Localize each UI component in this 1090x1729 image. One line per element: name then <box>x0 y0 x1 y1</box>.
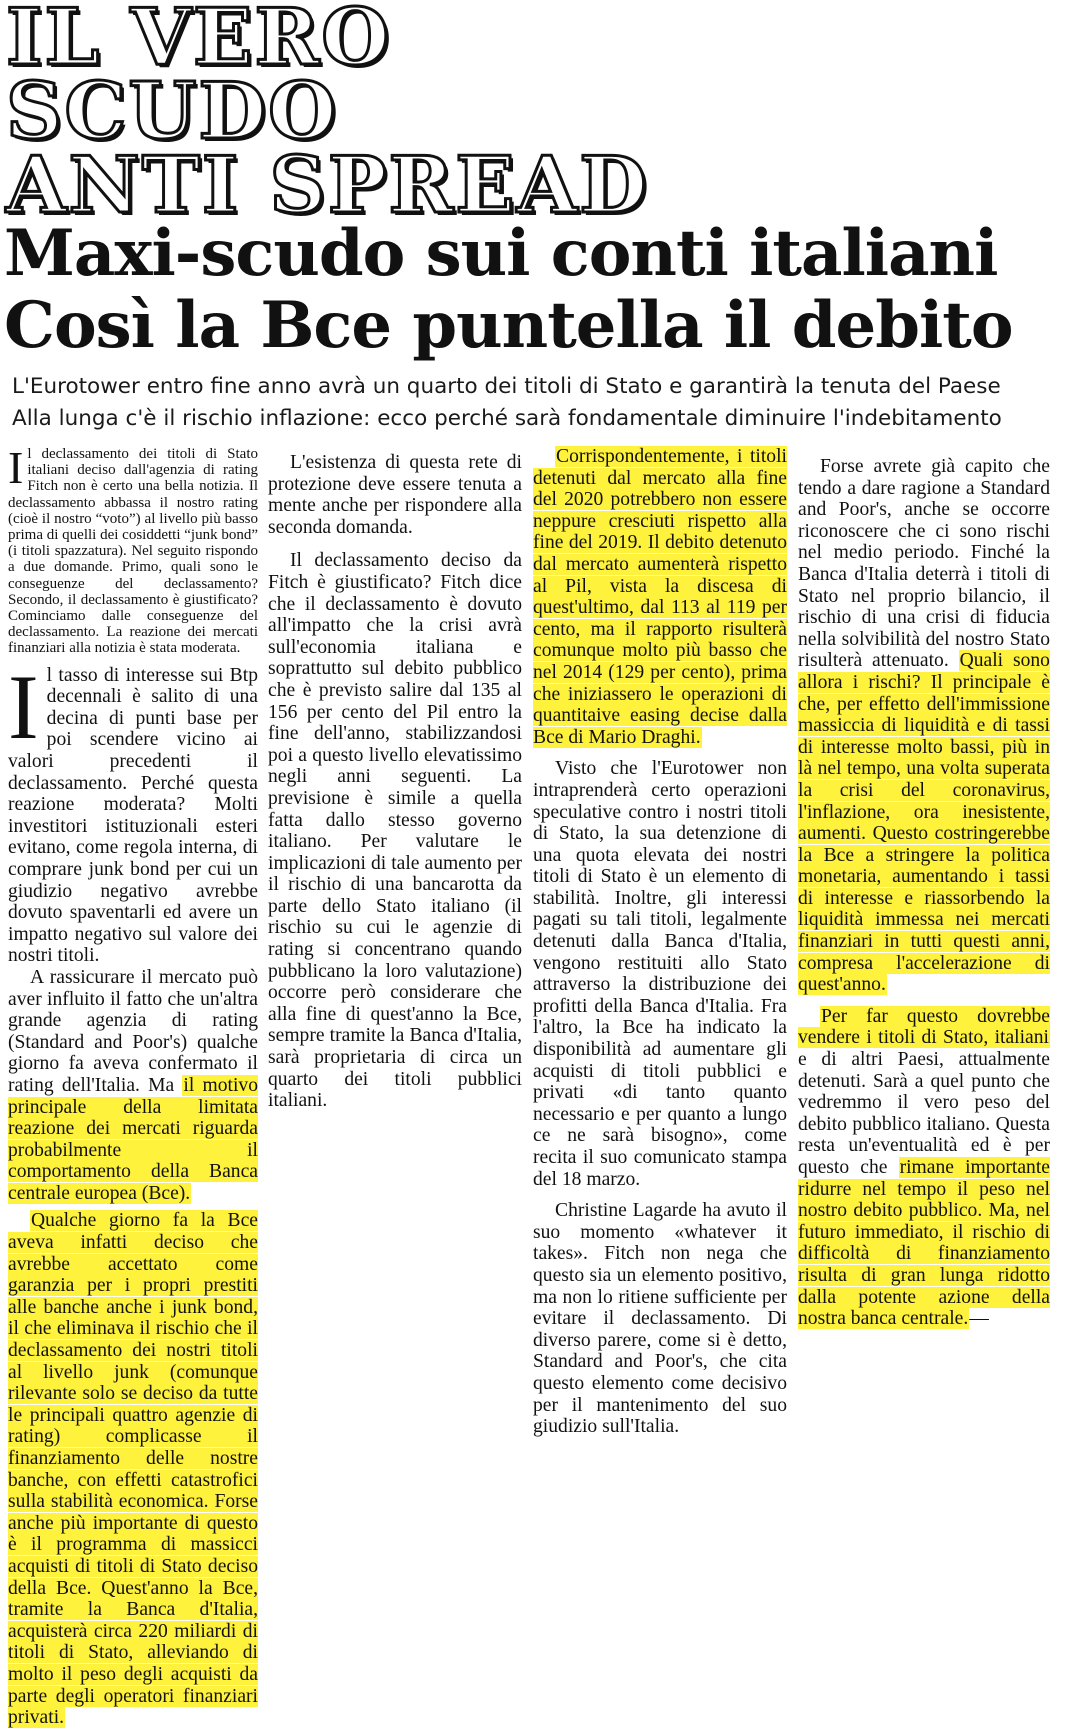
paragraph-10 <box>798 1006 1050 1330</box>
intro-paragraph <box>8 442 258 657</box>
paragraph-8 <box>533 1200 787 1438</box>
paragraph-7 <box>533 758 787 1190</box>
kicker-line-1: IL VERO <box>6 0 392 83</box>
paragraph-10-text: e di altri Paesi, attualmente detenuti. Sarà a quel punto che vedremmo il vero peso del debito pubblico italiano. Questa resta un'eventualità ed è per questo che <box>798 1049 1050 1178</box>
paragraph-drop-cap: I <box>8 655 39 758</box>
highlight-2: il motivo principale della limitata reazione dei mercati riguarda probabilmente il comportamento della Banca centrale europea (Bce). <box>8 1074 259 1204</box>
article-end-mark: — <box>969 1308 989 1330</box>
paragraph-2-text: A rassicurare il mercato può aver influito il fatto che un'altra grande agenzia di rating (Standard and Poor's) qualche giorno fa aveva confermato il rating dell'Italia. Ma <box>8 966 258 1096</box>
paragraph-6 <box>533 446 787 748</box>
paragraph-9 <box>798 456 1050 996</box>
paragraph-8-text: Christine Lagarde ha avuto il suo momento «whatever it takes». Fitch non nega che questo sia un elemento positivo, ma non lo ritiene sufficiente per evitare il declassamento. Di diverso parere, come si è detto, Standard and Poor's, che cita questo elemento come decisivo per il mantenimento del suo giudizio sull'Italia. <box>533 1200 787 1438</box>
subhead-line-2: Alla lunga c'è il rischio inflazione: ecco perché sarà fondamentale diminuire l'indebitamento <box>12 406 1002 431</box>
paragraph-5-text: Il declassamento deciso da Fitch è giustificato? Fitch dice che il declassamento è dovuto all'impatto che la crisi avrà sull'economia italiana e soprattutto sul debito pubblico che è previsto salire dal 135 al 156 per cento del Pil entro la fine dell'anno, stabilizzandosi poi a questo livello elevatissimo negli anni seguenti. La previsione è simile a quella fatta dallo stesso governo italiano. Per valutare le implicazioni di tale aumento per il rischio di una bancarotta da parte dello Stato italiano (il rischio su cui le agenzie di rating si concentrano quando pubblicano la loro valutazione) occorre però considerare che alla fine di quest'anno la Bce, sempre tramite la Banca d'Italia, sarà proprietaria di circa un quarto dei titoli pubblici italiani. <box>268 550 522 1112</box>
article-column-2 <box>268 446 522 1606</box>
kicker-line-2: SCUDO <box>6 66 339 157</box>
paragraph-1 <box>8 655 258 967</box>
highlight-10: Per far questo dovrebbe vendere i titoli di Stato, italiani <box>798 1005 1050 1049</box>
paragraph-1-text: l tasso di interesse sui Btp decennali è salito di una decina di punti base per poi scendere vicino ai valori precedenti il declassamento. Perché questa reazione moderata? Molti investitori istituzionali esteri evitano, come regola interna, di comprare junk bond per cui un giudizio negativo avrebbe dovuto spaventarli ed avere un impatto negativo sul valore dei nostri titoli. <box>8 664 258 967</box>
article-column-4 <box>798 446 1050 1606</box>
highlight-6: Corrispondentemente, i titoli detenuti dal mercato alla fine del 2020 potrebbero non essere neppure cresciuti rispetto alla fine del 2019. Il debito detenuto dal mercato aumenterà rispetto al Pil, vista la discesa di quest'ultimo, dal 113 al 119 per cento, ma il rapporto risulterà comunque molto più basso che nel 2014 (129 per cento), prima che iniziassero le operazioni di quantitaive easing decise dalla Bce di Mario Draghi. <box>533 446 787 748</box>
paragraph-3-start <box>8 1210 258 1728</box>
paragraph-9-text: Forse avrete già capito che tendo a dare ragione a Standard and Poor's, anche se occorre riconoscere che ci sono rischi nel medio periodo. Finché la Banca d'Italia deterrà i titoli di Stato nel proprio bilancio, il rischio di una crisi di fiducia nella solvibilità del nostro Stato risulterà attenuato. <box>798 456 1050 672</box>
article-column-1 <box>8 442 259 1729</box>
intro-text: l declassamento dei titoli di Stato italiani deciso dall'agenzia di rating Fitch non è certo una bella notizia. Il declassamento abbassa il nostro rating (cioè il nostro “voto”) al livello più basso prima di quelli dei cosiddetti “junk bond” (i titoli spazzatura). Nel seguito rispondo a due domande. Primo, quali sono le conseguenze del declassamento? Secondo, il declassamento è giustificato? Cominciamo dalle conseguenze del declassamento. La reazione dei mercati finanziari alla notizia è stata moderata. <box>8 446 258 657</box>
paragraph-2 <box>8 967 258 1205</box>
highlight-3: Qualche giorno fa la Bce aveva infatti deciso che avrebbe accettato come garanzia per i propri prestiti alle banche anche i junk bond, il che eliminava il rischio che il declassamento dei nostri titoli al livello junk (comunque rilevante solo se deciso da tutte le principali quattro agenzie di rating) complicasse il finanziamento delle nostre banche, con effetti catastrofici sulla stabilità economica. Forse anche più importante di questo è il programma di massicci acquisti di titoli di Stato deciso della Bce. Quest'anno la Bce, tramite la Banca d'Italia, acquisterà circa 220 miliardi di titoli di Stato, alleviando di molto il peso degli acquisti da parte degli operatori finanziari privati. <box>8 1210 258 1729</box>
headline-line-1: Maxi-scudo sui conti italiani <box>4 216 998 291</box>
paragraph-7-text: Visto che l'Eurotower non intraprenderà certo operazioni speculative contro i nostri titoli di Stato, la sua detenzione di una quota elevata dei nostri titoli di Stato è un elemento di stabilità. Inoltre, gli interessi pagati su tali titoli, legalmente detenuti dalla Banca d'Italia, vengono restituiti allo Stato attraverso la distribuzione dei profitti della Banca d'Italia. Fra l'altro, la Bce ha indicato la disponibilità ad aumentare gli acquisti di titoli pubblici e privati «di tanto quanto necessario e per quanto a lungo ce ne sarà bisogno», come recita il suo comunicato stampa del 18 marzo. <box>533 758 787 1190</box>
kicker-line-3: ANTI SPREAD <box>6 140 649 231</box>
paragraph-5 <box>268 550 522 1111</box>
paragraph-4 <box>268 452 522 538</box>
subhead-line-1: L'Eurotower entro fine anno avrà un quarto dei titoli di Stato e garantirà la tenuta del Paese <box>12 374 1001 399</box>
paragraph-4-text: L'esistenza di questa rete di protezione deve essere tenuta a mente anche per rispondere alla seconda domanda. <box>268 452 522 538</box>
highlight-10b: rimane importante ridurre nel tempo il peso nel nostro debito pubblico. Ma, nel futuro immediato, il rischio di difficoltà di finanziamento risulta di gran lunga ridotto dalla potente azione della nostra banca centrale. <box>798 1157 1050 1330</box>
article-column-3 <box>533 446 787 1606</box>
intro-drop-cap: I <box>8 442 24 493</box>
headline-line-2: Così la Bce puntella il debito <box>4 288 1013 363</box>
highlight-9: Quali sono allora i rischi? Il principale è che, per effetto dell'immissione massiccia di liquidità e di tassi di interesse molto bassi, più in là nel tempo, una volta superata la crisi del coronavirus, l'inflazione, ora inesistente, aumenti. Questo costringerebbe la Bce a stringere la politica monetaria, aumentando i tassi di interesse e riassorbendo la liquidità immessa nei mercati finanziari in tutti questi anni, compresa l'accelerazione di quest'anno. <box>798 650 1050 996</box>
